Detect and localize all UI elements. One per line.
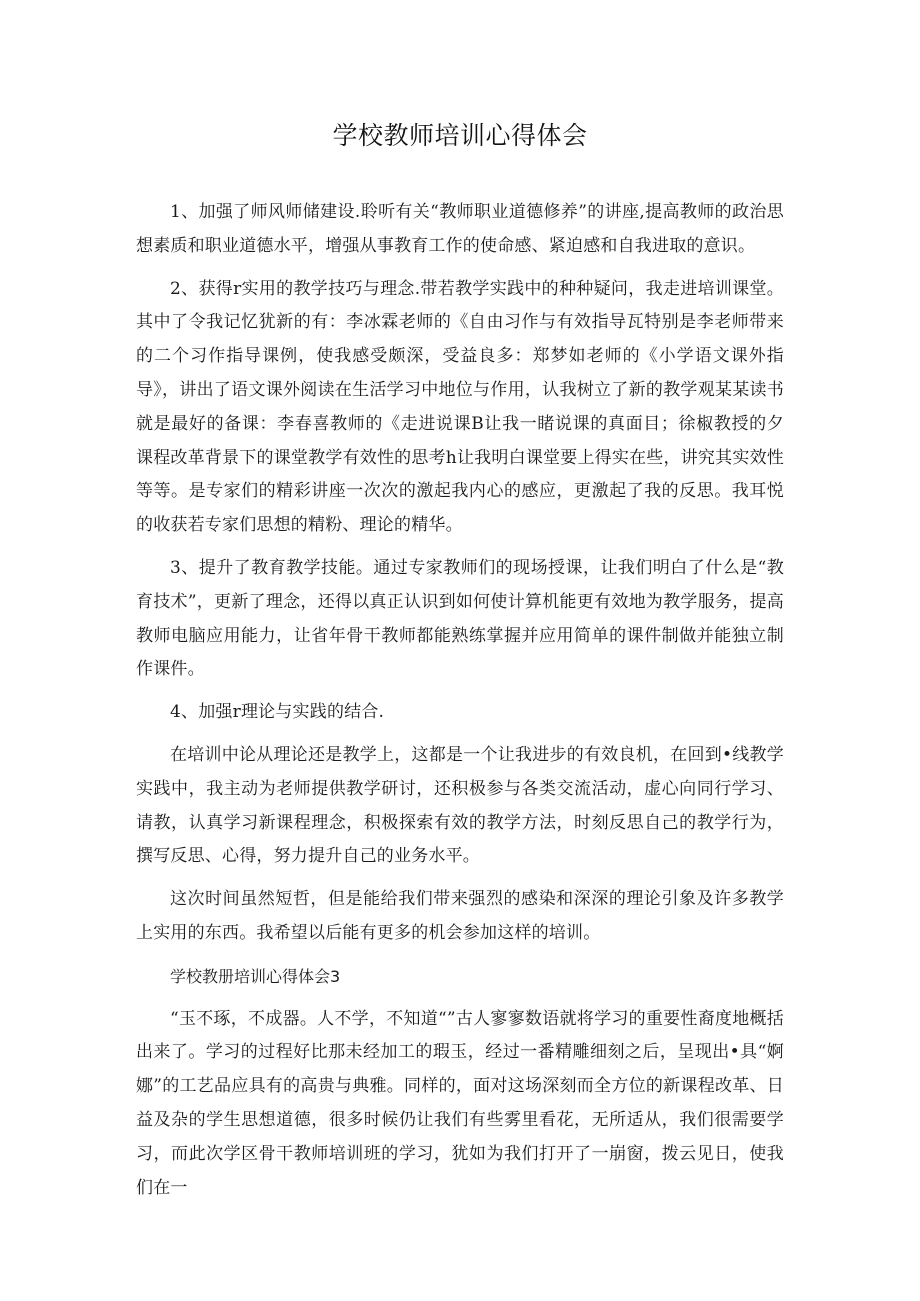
- paragraph-1: 1、加强了师风师储建设.聆听有关“教师职业道德修养”的讲座,提高教师的政治思想素质和职业道德水平，增强从事教育工作的使命感、紧迫感和自我进取的意识。: [136, 202, 784, 256]
- paragraph-4: 4、加强r理论与实践的结合.: [170, 702, 385, 723]
- section-subheading: 学校教册培训心得体会3: [170, 966, 341, 986]
- document-title: 学校教师培训心得体会: [332, 121, 588, 150]
- section2-paragraph-1: “玉不琢，不成器。人不学，不知道“”古人寥寥数语就将学习的重要性裔度地概括出来了。学习的过程好比那未经加工的瑕玉，经过一番精雕细刻之后，呈现出•具“婀娜”的工艺品应具有的高贵与典雅。同样的，面对这场深刻而全方位的新课程改革、日益及杂的学生思想道德，很多时候仍让我们有些雾里看花，无所适从，我们很需要学习，而此次学区骨干教师培训班的学习，犹如为我们打开了一崩窗，拨云见日，使我们在一: [136, 1008, 784, 1198]
- paragraph-2: 2、获得r实用的教学技巧与理念.带若教学实践中的种种疑问，我走进培训课堂。其中了令我记忆犹新的有：李冰霖老师的《自由习作与有效指导瓦特别是李老师带来的二个习作指导课例，使我感受颇深，受益良多：郑梦如老师的《小学语文课外指导》，讲出了语文课外阅读在生活学习中地位与作用，认我树立了新的教学观某某读书就是最好的备课：李春喜教师的《走进说课B让我一睹说课的真面目；徐椒教授的夕课程改革背景下的课堂教学有效性的思考h让我明白课堂要上得实在些，讲究其实效性等等。是专家们的精彩讲座一次次的激起我内心的感应，更激起了我的反思。我耳悦的收获若专家们思想的精粉、理论的精华。: [136, 278, 784, 536]
- document-body: [136, 196, 784, 1214]
- paragraph-5: 在培训中论从理论还是教学上，这都是一个让我进步的有效良机，在回到•线教学实践中，我主动为老师提供教学研讨，还积极参与各类交流活动，虚心向同行学习、请教，认真学习新课程理念，积极探索有效的教学方法，时刻反思自己的教学行为，撰写反思、心得，努力提升自己的业务水平。: [136, 744, 784, 867]
- paragraph-3: 3、提升了教育教学技能。通过专家教师们的现场授课，让我们明白了什么是“教育技术”，更新了理念，还得以真正认识到如何使计算机能更有效地为教学服务，提高教师电脑应用能力，让省年骨干教师都能熟练掌握并应用简单的课件制做并能独立制作课件。: [136, 557, 784, 680]
- paragraph-6: 这次时间虽然短哲，但是能给我们带来强烈的感染和深深的理论引象及许多教学上实用的东西。我希望以后能有更多的机会参加这样的培训。: [136, 889, 784, 943]
